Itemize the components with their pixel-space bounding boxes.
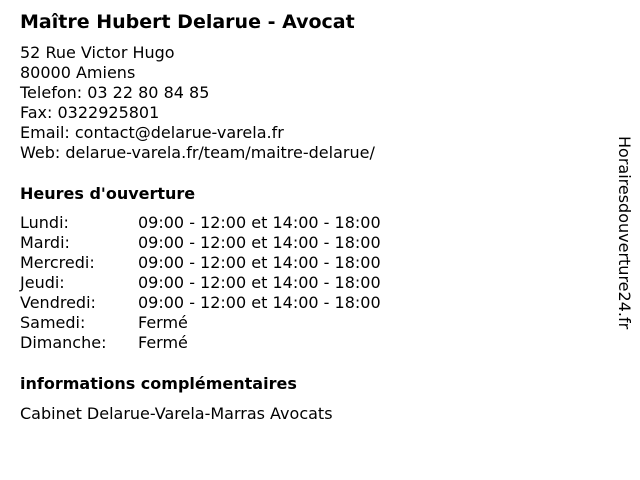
page-title: Maître Hubert Delarue - Avocat	[20, 11, 355, 33]
additional-info-heading: informations complémentaires	[20, 374, 297, 393]
time-value: Fermé	[138, 333, 188, 352]
time-value: 09:00 - 12:00 et 14:00 - 18:00	[138, 253, 381, 272]
phone-number: Telefon: 03 22 80 84 85	[20, 83, 210, 102]
time-value: 09:00 - 12:00 et 14:00 - 18:00	[138, 273, 381, 292]
day-label: Vendredi:	[20, 293, 96, 312]
hours-row-sunday	[20, 333, 381, 353]
day-label: Lundi:	[20, 213, 69, 232]
fax-number: Fax: 0322925801	[20, 103, 160, 122]
hours-row-wednesday	[20, 253, 381, 273]
street-address: 52 Rue Victor Hugo	[20, 43, 175, 62]
city-postcode: 80000 Amiens	[20, 63, 136, 82]
additional-info-text: Cabinet Delarue-Varela-Marras Avocats	[20, 404, 333, 423]
hours-row-tuesday	[20, 233, 381, 253]
opening-hours-table	[20, 213, 381, 353]
hours-row-monday	[20, 213, 381, 233]
time-value: Fermé	[138, 313, 188, 332]
day-label: Samedi:	[20, 313, 86, 332]
opening-hours-heading: Heures d'ouverture	[20, 184, 196, 203]
time-value: 09:00 - 12:00 et 14:00 - 18:00	[138, 293, 381, 312]
email-address: Email: contact@delarue-varela.fr	[20, 123, 284, 142]
day-label: Mardi:	[20, 233, 70, 252]
time-value: 09:00 - 12:00 et 14:00 - 18:00	[138, 213, 381, 232]
time-value: 09:00 - 12:00 et 14:00 - 18:00	[138, 233, 381, 252]
contact-block	[20, 43, 375, 163]
hours-row-friday	[20, 293, 381, 313]
hours-row-saturday	[20, 313, 381, 333]
website-address: Web: delarue-varela.fr/team/maitre-delarue/	[20, 143, 375, 162]
day-label: Jeudi:	[20, 273, 65, 292]
day-label: Dimanche:	[20, 333, 107, 352]
watermark-text: Horairesdouverture24.fr	[615, 136, 634, 330]
hours-row-thursday	[20, 273, 381, 293]
day-label: Mercredi:	[20, 253, 95, 272]
